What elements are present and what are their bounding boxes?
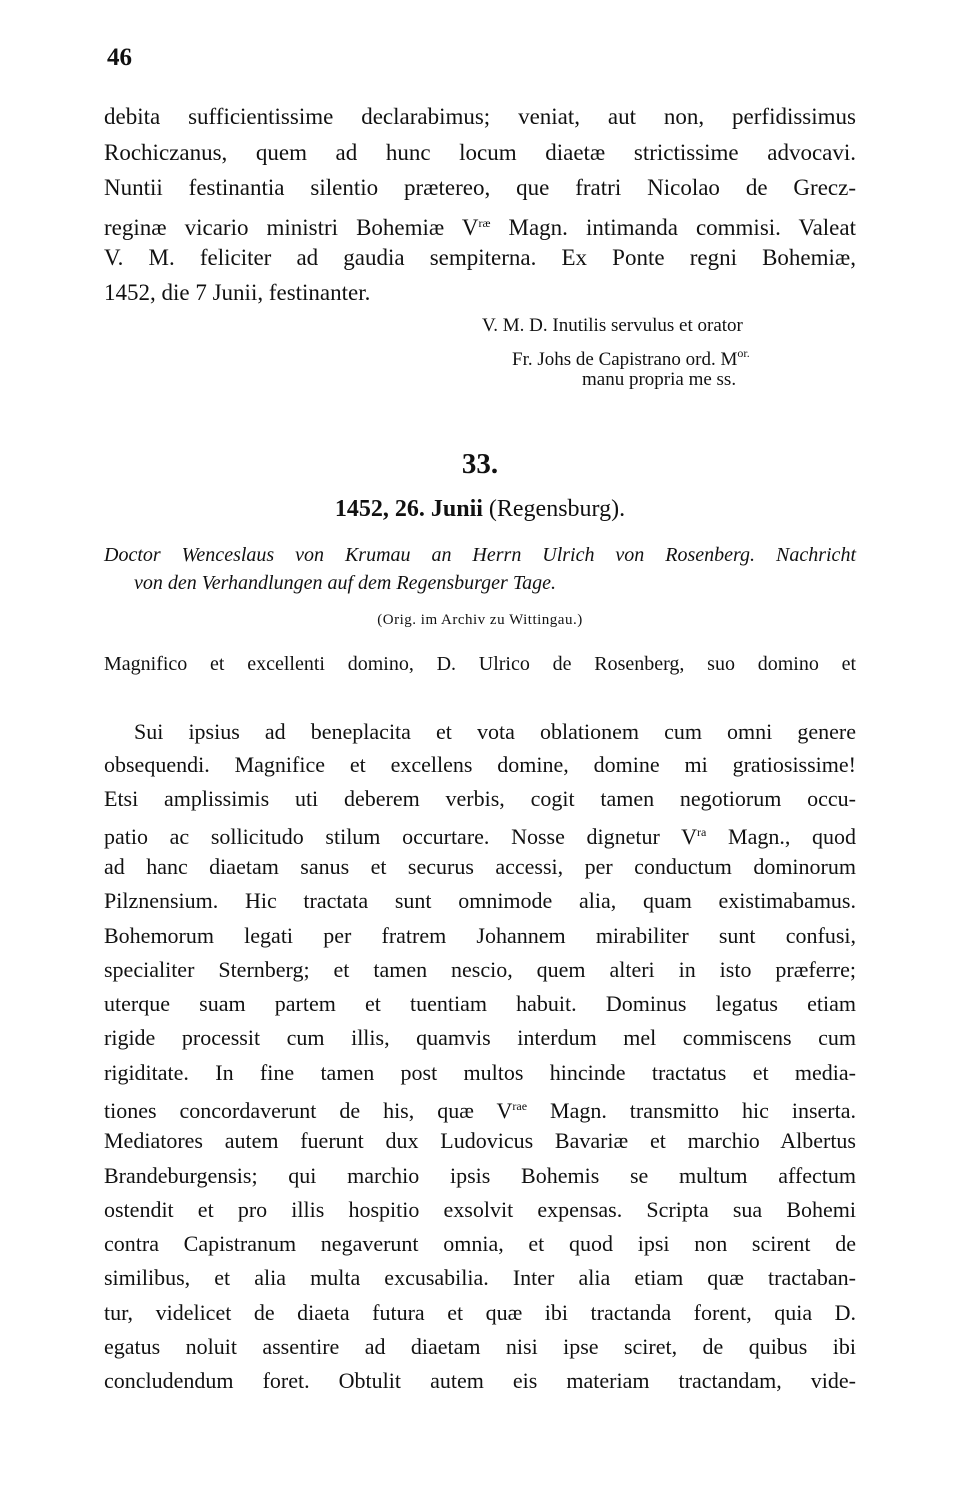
document-date: [0, 496, 960, 523]
text-line: Etsi amplissimis uti deberem verbis, cogit tamen negotiorum occu-: [104, 786, 856, 811]
text-line: Mediatores autem fuerunt dux Ludovicus Bavariæ et marchio Albertus: [104, 1128, 856, 1153]
superscript: ra: [697, 825, 707, 839]
signature-line: V. M. D. Inutilis servulus et orator: [482, 315, 743, 336]
superscript: ræ: [478, 216, 491, 230]
text-line: Rochiczanus, quem ad hunc locum diaetæ strictissime advocavi.: [104, 140, 856, 165]
page-number: 46: [107, 44, 132, 71]
text-line: egatus noluit assentire ad diaetam nisi ipse sciret, de quibus ibi: [104, 1334, 856, 1359]
text-line: [104, 817, 856, 852]
superscript: rae: [512, 1099, 528, 1113]
superscript: or.: [737, 346, 750, 360]
address-line: Magnifico et excellenti domino, D. Ulrico de Rosenberg, suo domino et: [104, 653, 856, 675]
text-line: uterque suam partem et tuentiam habuit. Dominus legatus etiam: [104, 991, 856, 1016]
text-line: debita sufficientissime declarabimus; veniat, aut non, perfidissimus: [104, 104, 856, 129]
text-line: obsequendi. Magnifice et excellens domine, domine mi gratiosissime!: [104, 752, 856, 777]
date-text: 1452, 26. Junii: [334, 496, 483, 522]
text-line: Sui ipsius ad beneplacita et vota oblationem cum omni genere: [134, 719, 856, 744]
address-line: [0, 678, 960, 706]
text-line: Brandeburgensis; qui marchio ipsis Bohemis se multum affectum: [104, 1163, 856, 1188]
text-segment: Magn. intimanda commisi. Valeat: [490, 215, 856, 240]
text-line: concludendum foret. Obtulit autem eis materiam tractandam, vide-: [104, 1368, 856, 1393]
text-line: rigide processit cum illis, quamvis interdum mel commiscens cum: [104, 1025, 856, 1050]
text-segment: reginæ vicario ministri Bohemiæ V: [104, 215, 479, 240]
text-line: rigiditate. In fine tamen post multos hincinde tractatus et media-: [104, 1060, 856, 1085]
text-line: Pilznensium. Hic tractata sunt omnimode alia, quam existimabamus.: [104, 888, 856, 913]
text-line: specialiter Sternberg; et tamen nescio, quem alteri in isto præferre;: [104, 957, 856, 982]
text-line: tur, videlicet de diaeta futura et quæ ibi tractanda forent, quia D.: [104, 1300, 856, 1325]
text-line: contra Capistranum negaverunt omnia, et quod ipsi non scirent de: [104, 1231, 856, 1256]
text-line: V. M. feliciter ad gaudia sempiterna. Ex Ponte regni Bohemiæ,: [104, 245, 856, 270]
text-line: Bohemorum legati per fratrem Johannem mirabiliter sunt confusi,: [104, 923, 856, 948]
summary-line: Doctor Wenceslaus von Krumau an Herrn Ulrich von Rosenberg. Nachricht: [104, 544, 856, 566]
text-line: Nuntii festinantia silentio prætereo, que fratri Nicolao de Grecz-: [104, 175, 856, 200]
text-line: [104, 1091, 856, 1126]
text-segment: Magn., quod: [706, 824, 857, 849]
text-segment: tiones concordaverunt de his, quæ V: [104, 1098, 513, 1123]
text-segment: patio ac sollicitudo stilum occurtare. Nosse dignetur V: [104, 824, 698, 849]
text-line: 1452, die 7 Junii, festinanter.: [104, 280, 371, 305]
text-line: ostendit et pro illis hospitio exsolvit expensas. Scripta sua Bohemi: [104, 1197, 856, 1222]
signature-line: manu propria me ss.: [582, 369, 737, 390]
text-line: ad hanc diaetam sanus et securus accessi, per conductum dominorum: [104, 854, 856, 879]
text-line: similibus, et alia multa excusabilia. Inter alia etiam quæ tractaban-: [104, 1265, 856, 1290]
place-text: (Regensburg).: [482, 496, 626, 522]
text-segment: Fr. Johs de Capistrano ord. M: [512, 349, 738, 370]
document-number: 33.: [461, 448, 499, 480]
summary-line: von den Verhandlungen auf dem Regensburger Tage.: [134, 572, 556, 594]
source-note: (Orig. im Archiv zu Wittingau.): [377, 612, 583, 628]
text-line: [104, 208, 856, 243]
text-segment: Magn. transmitto hic inserta.: [527, 1098, 856, 1123]
